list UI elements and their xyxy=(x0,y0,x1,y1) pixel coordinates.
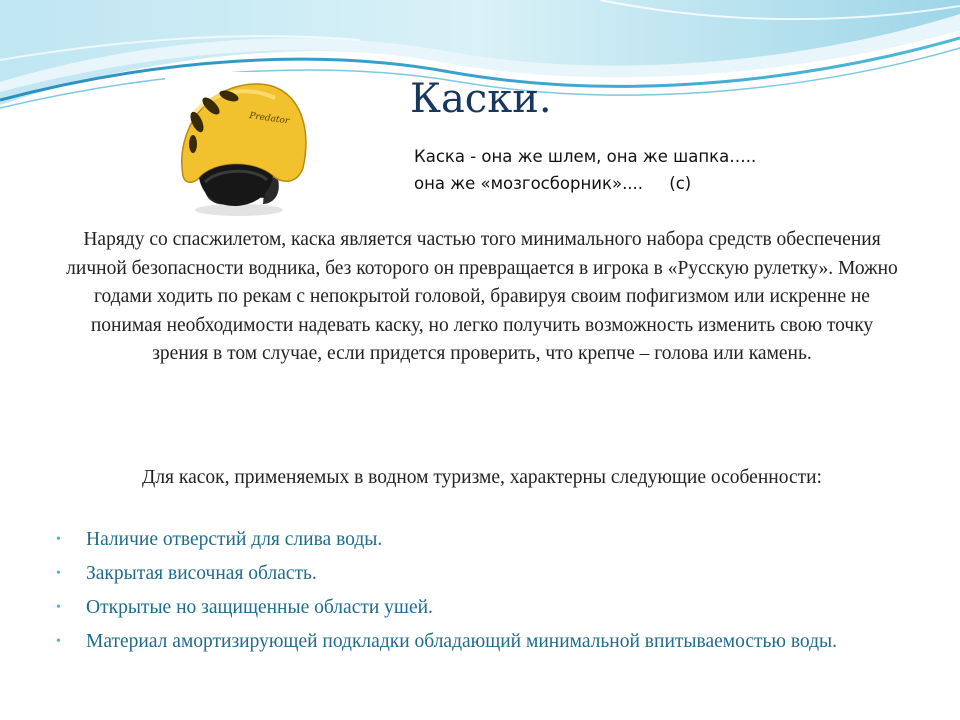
subtitle-line: она же «мозгосборник».... (с) xyxy=(414,174,692,193)
bullet-icon: • xyxy=(56,532,61,547)
list-item-text: Наличие отверстий для слива воды. xyxy=(86,529,383,550)
helmet-image xyxy=(165,72,313,220)
list-item xyxy=(52,628,882,656)
lead-paragraph: Для касок, применяемых в водном туризме, характерны следующие особенности: xyxy=(142,467,822,488)
list-item-text: Материал амортизирующей подкладки обладающий минимальной впитываемостью воды. xyxy=(86,631,838,652)
feature-list xyxy=(52,526,882,662)
slide-title: Каски. xyxy=(410,76,552,122)
slide-subtitle xyxy=(414,143,934,197)
list-item-text: Закрытая височная область. xyxy=(86,563,317,584)
main-paragraph: Наряду со спасжилетом, каска является частью того минимального набора средств обеспечения личной безопасности водника, без которого он превращается в игрока в «Русскую рулетку». Можно годами ходить по рекам с непокрытой головой, бравируя своим пофигизмом или искренне не понимая необходимости надевать каску, но легко получить возможность изменить свою точку зрения в том случае, если придется проверить, что крепче – голова или камень. xyxy=(66,229,898,365)
list-item xyxy=(52,526,882,554)
list-item xyxy=(52,594,882,622)
helmet-brand-logo: Predator xyxy=(248,111,290,127)
bullet-icon: • xyxy=(56,600,61,615)
wave-decoration xyxy=(0,0,960,150)
bullet-icon: • xyxy=(56,634,61,649)
list-item-text: Открытые но защищенные области ушей. xyxy=(86,597,433,618)
bullet-icon: • xyxy=(56,566,61,581)
subtitle-line: Каска - она же шлем, она же шапка….. xyxy=(414,147,757,166)
list-item xyxy=(52,560,882,588)
